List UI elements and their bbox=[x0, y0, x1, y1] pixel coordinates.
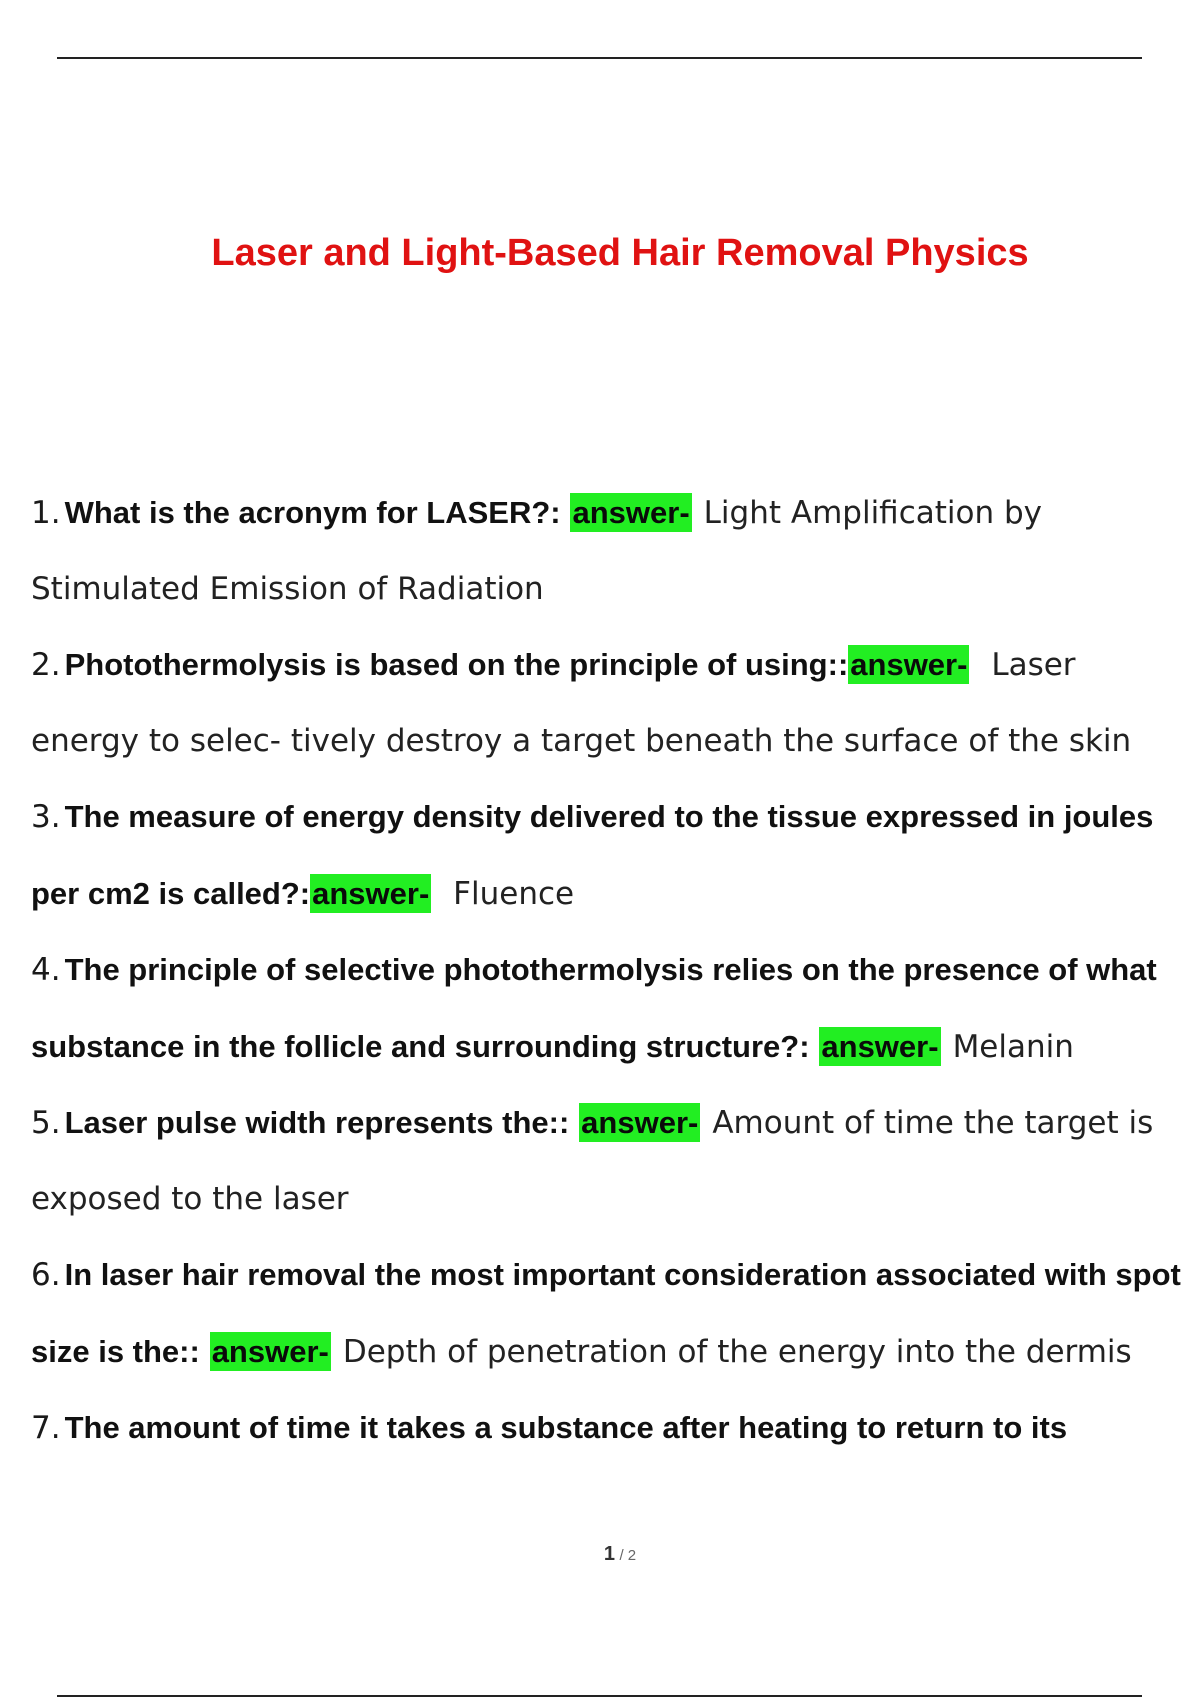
item-number: 4. bbox=[31, 952, 61, 988]
answer-text: Amount of time the target is exposed to the laser bbox=[31, 1105, 1154, 1217]
answer-text: Melanin bbox=[952, 1028, 1074, 1065]
qa-item-1 bbox=[31, 475, 1191, 627]
qa-item-5 bbox=[31, 1085, 1191, 1237]
question-text: The measure of energy density delivered to the tissue expressed in joules per cm2 is called?: bbox=[31, 799, 1154, 911]
question-text: Photothermolysis is based on the principle of using:: bbox=[64, 647, 849, 682]
answer-highlight: answer- bbox=[850, 647, 968, 682]
answer-text: Light Amplification by Stimulated Emission of Radiation bbox=[31, 495, 1043, 607]
answer-highlight: answer- bbox=[572, 495, 690, 530]
item-number: 3. bbox=[31, 799, 61, 835]
qa-item-2 bbox=[31, 627, 1191, 779]
qa-item-6 bbox=[31, 1237, 1191, 1390]
item-number: 2. bbox=[31, 647, 61, 683]
qa-item-3 bbox=[31, 779, 1191, 932]
answer-text: Fluence bbox=[453, 875, 575, 912]
top-rule bbox=[57, 57, 1142, 59]
page-indicator bbox=[0, 1543, 1200, 1566]
item-number: 5. bbox=[31, 1105, 61, 1141]
answer-highlight: answer- bbox=[211, 1333, 329, 1369]
question-text: In laser hair removal the most important consideration associated with spot size is the:: bbox=[31, 1257, 1181, 1369]
answer-highlight: answer- bbox=[581, 1105, 699, 1140]
bottom-rule bbox=[57, 1695, 1142, 1697]
item-number: 7. bbox=[31, 1410, 61, 1446]
page-current: 1 bbox=[603, 1543, 615, 1565]
qa-item-7 bbox=[31, 1390, 1191, 1467]
answer-text: Laser energy to selec- tively destroy a target beneath the surface of the skin bbox=[31, 647, 1132, 759]
item-number: 1. bbox=[31, 495, 61, 531]
question-text: Laser pulse width represents the:: bbox=[64, 1105, 570, 1140]
question-text: The principle of selective photothermolysis relies on the presence of what substance in the follicle and surrounding structure?: bbox=[31, 952, 1157, 1064]
page-total: / 2 bbox=[619, 1547, 637, 1564]
answer-highlight: answer- bbox=[821, 1028, 939, 1064]
answer-highlight: answer- bbox=[312, 875, 430, 911]
item-number: 6. bbox=[31, 1257, 61, 1293]
question-text: The amount of time it takes a substance after heating to return to its bbox=[64, 1410, 1068, 1445]
document-title: Laser and Light-Based Hair Removal Physics bbox=[211, 232, 1029, 274]
qa-list bbox=[31, 475, 1191, 1467]
answer-text: Depth of penetration of the energy into the dermis bbox=[342, 1333, 1132, 1370]
qa-item-4 bbox=[31, 932, 1191, 1085]
question-text: What is the acronym for LASER?: bbox=[64, 495, 561, 530]
